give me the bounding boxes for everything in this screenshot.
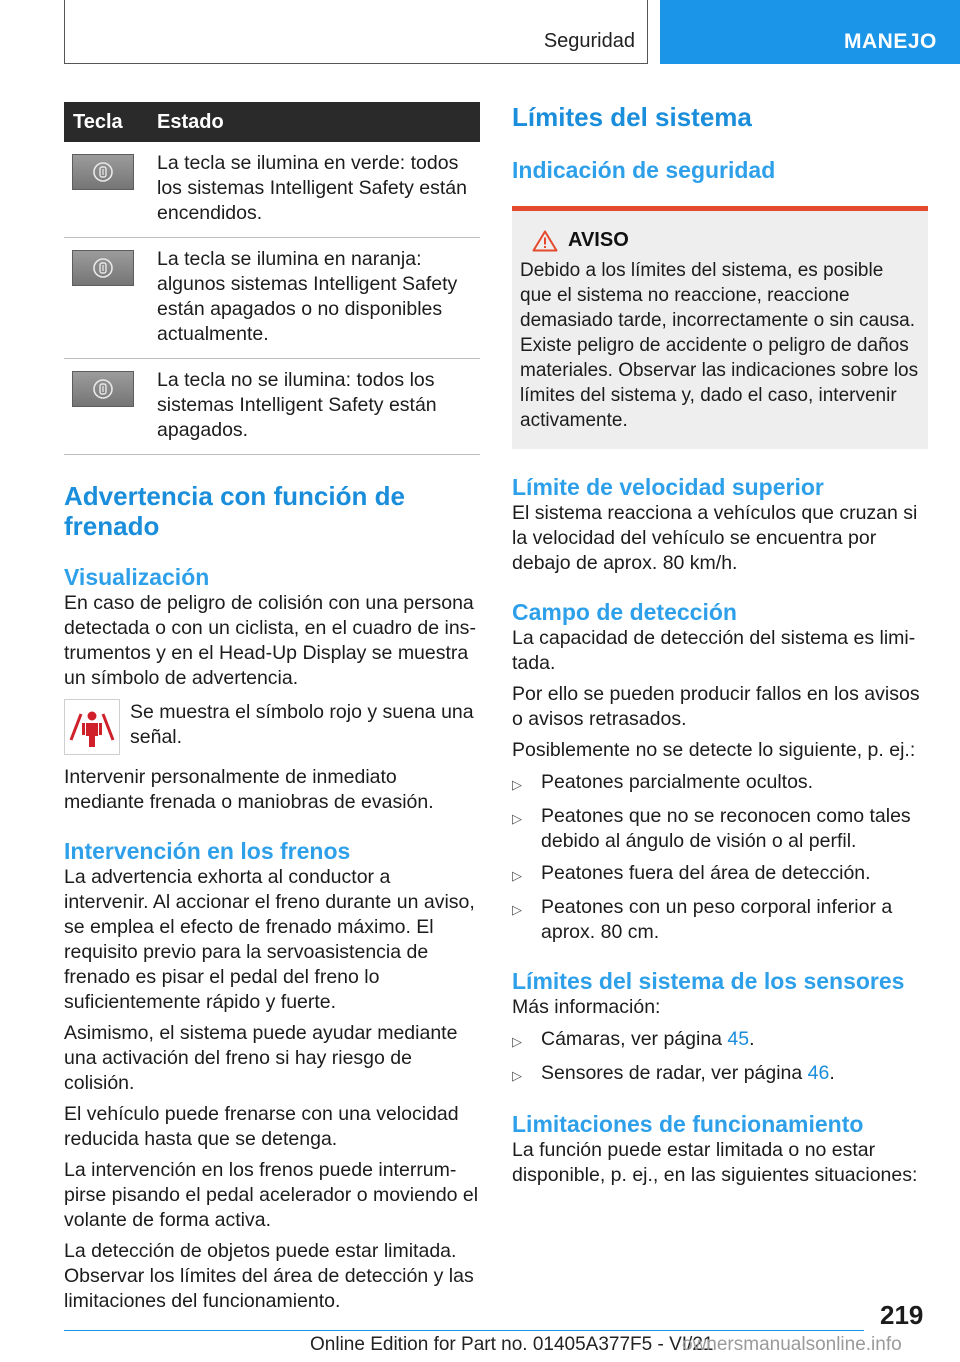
warning-symbol-text: Se muestra el símbolo rojo y suena una señal. [130,701,474,748]
intelligent-safety-key-icon [72,371,134,407]
sensor-list [512,1027,928,1088]
heading-speed-limit: Límite de velocidad superior [512,474,824,500]
footer-rule [64,1330,864,1331]
heading-brake-intervention: Intervención en los frenos [64,838,351,864]
notice-text: Debido a los límites del sistema, es posible que el sistema no reaccione, reaccione demasiado tarde, incorrectamente o sin causa. Existe peligro de accidente o peligro de daños materiales. Observar las indicaciones sobre los límites del sistema y, dado el caso, intervenir activamente. [520,260,919,431]
list-item: ▷ Peatones fuera del área de detección. [512,861,928,888]
heading-safety-note: Indicación de seguridad [512,157,776,183]
table-header-status: Estado [157,102,480,142]
paragraph-brakes-1: La advertencia exhorta al conductor a intervenir. Al accionar el freno durante un aviso, se emplea el efecto de frenado máximo. El requisito previo para la servoasistencia de frenado es pisar el pedal del freno lo suficientemente rápido y fuerte. [64,866,475,1013]
paragraph-brakes-5: La detección de objetos puede estar limitada. Observar los límites del área de detección y las limitaciones del funcionamiento. [64,1240,474,1312]
key-status-table [64,102,480,455]
bullet-triangle-icon: ▷ [512,777,522,792]
bullet-triangle-icon: ▷ [512,1034,522,1049]
paragraph-intervene: Intervenir personalmente de inmediato mediante frenada o maniobras de evasión. [64,766,434,813]
header-section-box [64,0,648,64]
bullet-triangle-icon: ▷ [512,902,522,917]
notice-header [532,229,920,252]
pedestrian-warning-icon [64,699,120,755]
list-item: ▷ Peatones que no se reconocen como tales debido al ángulo de visión o al perfil. [512,805,911,852]
paragraph-brakes-3: El vehículo puede frenarse con una velocidad reducida hasta que se detenga. [64,1103,459,1150]
header-chapter-tab [660,0,960,64]
paragraph-display: En caso de peligro de colisión con una persona detectada o con un ciclista, en el cuadro de instrumentos y en el Head-Up Display se muestra un símbolo de advertencia. [64,592,476,689]
heading-detection-field: Campo de detección [512,599,737,625]
heading-sensor-limits: Límites del sistema de los sensores [512,968,905,994]
paragraph-speed: El sistema reacciona a vehículos que cruzan si la velocidad del vehículo se encuentra por debajo de aprox. 80 km/h. [512,502,918,574]
list-item: ▷ Cámaras, ver página 45. [512,1027,928,1054]
bullet-triangle-icon: ▷ [512,811,522,826]
footer-edition: Online Edition for Part no. 01405A377F5 - VI/21 [310,1334,714,1355]
footer-watermark: ownersmanualsonline.info [682,1334,902,1355]
paragraph-brakes-4: La intervención en los frenos puede interrumpirse pisando el pedal acelerador o moviendo el volante de forma activa. [64,1159,479,1231]
header-section-title: Seguridad [543,30,635,52]
table-header-row [64,102,480,142]
warning-triangle-icon [532,230,558,252]
notice-title: AVISO [568,229,629,251]
header-chapter-title: MANEJO [844,30,937,53]
table-row-text: La tecla no se ilumina: todos los sistemas Intelligent Safety están apagados. [157,359,480,455]
list-item: ▷ Sensores de radar, ver página 46. [512,1061,928,1088]
paragraph-field-3: Posiblemente no se detecte lo siguiente, p. ej.: [512,739,916,761]
table-row-text: La tecla se ilumina en verde: todos los sistemas Intelligent Safety están encendidos. [157,142,480,238]
table-row-text: La tecla se ilumina en naranja: algunos sistemas Intelligent Safety están apagados o no disponibles actualmente. [157,238,480,359]
warning-symbol-block [64,699,480,755]
table-row [64,142,480,238]
warning-notice-box [512,206,928,449]
heading-function-limits: Limitaciones de funcionamiento [512,1111,864,1137]
paragraph-function: La función puede estar limitada o no estar disponible, p. ej., en las siguientes situaciones: [512,1139,918,1186]
link-page-45[interactable]: 45 [727,1028,750,1050]
heading-warning-brake: Advertencia con función de frenado [64,481,405,541]
detection-list [512,770,928,945]
intelligent-safety-key-icon [72,154,134,190]
paragraph-field-2: Por ello se pueden producir fallos en los avisos o avisos retrasados. [512,683,920,730]
paragraph-sensors: Más información: [512,996,661,1018]
paragraph-brakes-2: Asimismo, el sistema puede ayudar mediante una activación del freno si hay riesgo de colisión. [64,1022,458,1094]
link-page-46[interactable]: 46 [807,1062,830,1084]
left-column [64,102,480,1314]
paragraph-field-1: La capacidad de detección del sistema es limitada. [512,627,916,674]
table-row [64,238,480,359]
intelligent-safety-key-icon [72,250,134,286]
table-row [64,359,480,455]
right-column [512,102,928,1188]
list-item: ▷ Peatones parcialmente ocultos. [512,770,928,797]
list-item: ▷ Peatones con un peso corporal inferior a aprox. 80 cm. [512,896,893,943]
page-number: 219 [880,1300,924,1330]
heading-display: Visualización [64,564,210,590]
bullet-triangle-icon: ▷ [512,868,522,883]
heading-system-limits: Límites del sistema [512,102,752,132]
bullet-triangle-icon: ▷ [512,1068,522,1083]
table-header-key: Tecla [64,102,157,142]
